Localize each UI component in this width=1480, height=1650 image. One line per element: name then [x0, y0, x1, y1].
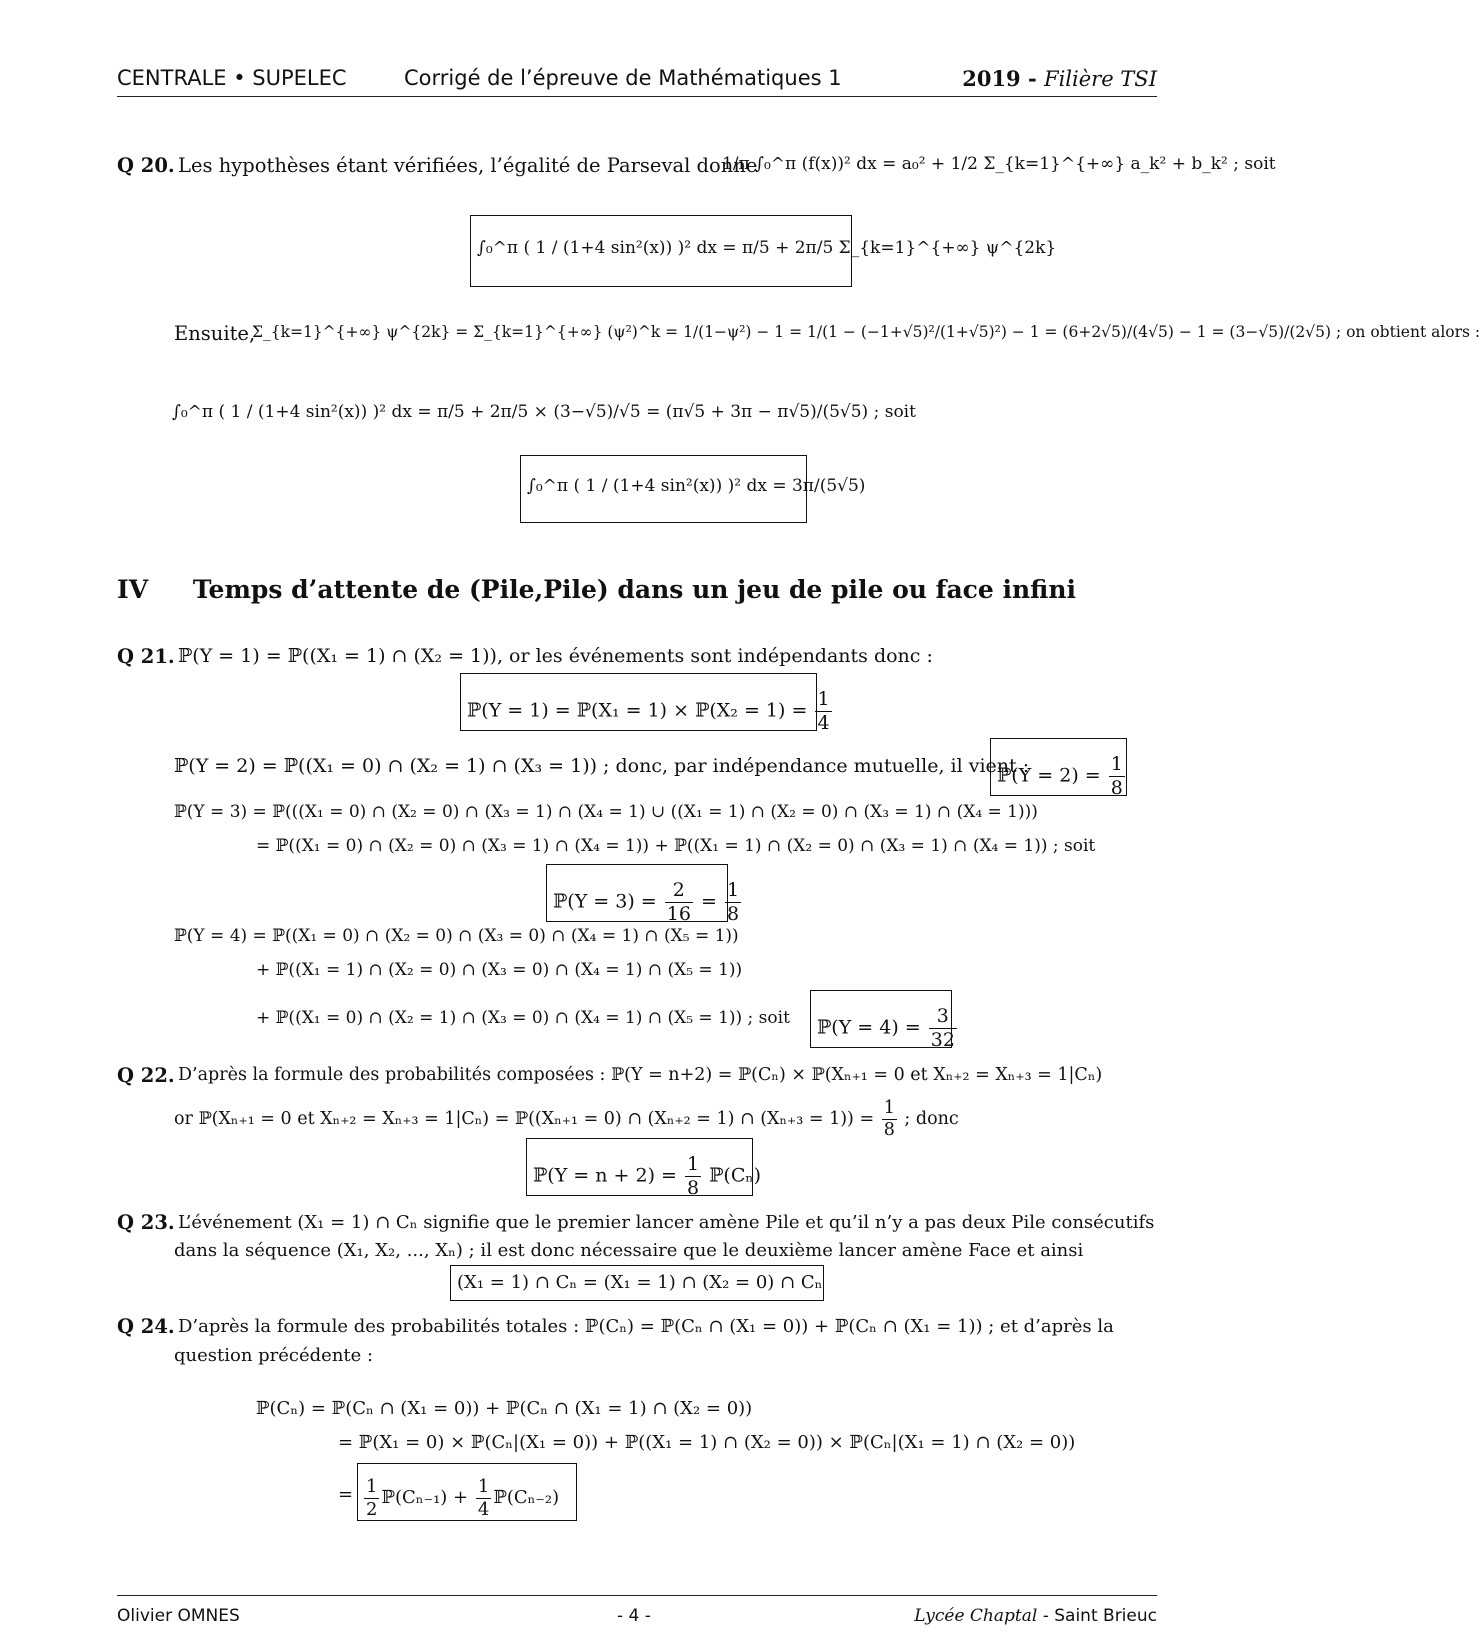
q20-line2: Σ_{k=1}^{+∞} ψ^{2k} = Σ_{k=1}^{+∞} (ψ²)^k = 1/(1−ψ²) − 1 = 1/(1 − (−1+√5)²/(1+√5)²) − 1 = (6+2√5)/(4√5) − 1 = (3−√5)/(2√5) ; on obtient alors : [252, 323, 1480, 341]
q21-boxed1-lhs: ℙ(Y = 1) = ℙ(X₁ = 1) × ℙ(X₂ = 1) = [467, 699, 808, 722]
q21-boxed-2 [990, 738, 1127, 799]
fraction-denominator: 8 [883, 1120, 895, 1140]
q22-line2-end: ; donc [904, 1109, 959, 1129]
q22-line2-fraction [882, 1098, 897, 1141]
q22-label: Q 22. [117, 1064, 175, 1087]
q21-line3: ℙ(Y = 3) = ℙ(((X₁ = 0) ∩ (X₂ = 0) ∩ (X₃ = 1) ∩ (X₄ = 1) ∪ ((X₁ = 1) ∩ (X₂ = 0) ∩ (X₃ = 1) ∩ (X₄ = 1))) [174, 802, 1038, 822]
q21-line5: ℙ(Y = 4) = ℙ((X₁ = 0) ∩ (X₂ = 0) ∩ (X₃ = 0) ∩ (X₄ = 1) ∩ (X₅ = 1)) [174, 926, 739, 946]
q21-boxed4-fraction [929, 1005, 957, 1052]
q20-boxed1-text: ∫₀^π ( 1 / (1+4 sin²(x)) )² dx = π/5 + 2π/5 Σ_{k=1}^{+∞} ψ^{2k} [477, 238, 1057, 258]
q24-eq3-end: ℙ(Cₙ₋₂) [493, 1487, 560, 1509]
q23-boxed-text: (X₁ = 1) ∩ Cₙ = (X₁ = 1) ∩ (X₂ = 0) ∩ Cₙ [457, 1272, 823, 1293]
fraction-denominator: 2 [366, 1498, 378, 1520]
q21-boxed3-fraction-2 [725, 879, 741, 926]
q21-boxed3-expr [553, 879, 743, 926]
q22-boxed-fraction [685, 1153, 701, 1200]
fraction-denominator: 8 [726, 902, 740, 925]
fraction-numerator: 1 [1110, 753, 1123, 775]
q20-line3: ∫₀^π ( 1 / (1+4 sin²(x)) )² dx = π/5 + 2π/5 × (3−√5)/√5 = (π√5 + 3π − π√5)/(5√5) ; soit [172, 402, 916, 422]
q22-line2-text: or ℙ(Xₙ₊₁ = 0 et Xₙ₊₂ = Xₙ₊₃ = 1|Cₙ) = ℙ((Xₙ₊₁ = 0) ∩ (Xₙ₊₂ = 1) ∩ (Xₙ₊₃ = 1)) = [174, 1109, 875, 1129]
q22-boxed-lhs: ℙ(Y = n + 2) = [533, 1164, 677, 1187]
q21-boxed4-expr [817, 1005, 959, 1052]
q21-boxed-4 [810, 990, 955, 1051]
fraction-numerator: 1 [477, 1476, 490, 1497]
q21-line7: + ℙ((X₁ = 0) ∩ (X₂ = 1) ∩ (X₃ = 0) ∩ (X₄ = 1) ∩ (X₅ = 1)) ; soit [256, 1008, 790, 1028]
q21-label: Q 21. [117, 645, 175, 668]
header-filiere: Filière TSI [1044, 67, 1157, 91]
fraction-numerator: 1 [726, 879, 740, 901]
fraction-denominator: 32 [930, 1028, 955, 1051]
q20-ensuite: Ensuite, [174, 322, 256, 345]
q22-boxed-rhs: ℙ(Cₙ) [709, 1164, 762, 1187]
q21-boxed-1 [460, 673, 830, 734]
q23-boxed [450, 1265, 824, 1301]
section-title-text: Temps d’attente de (Pile,Pile) dans un jeu de pile ou face infini [192, 575, 1076, 604]
fraction-numerator: 1 [366, 1476, 378, 1497]
q21-boxed1-fraction [815, 688, 831, 735]
q21-line2: ℙ(Y = 2) = ℙ((X₁ = 0) ∩ (X₂ = 1) ∩ (X₃ = 1)) ; donc, par indépendance mutuelle, il vient : [174, 755, 1030, 777]
q20-text: Les hypothèses étant vérifiées, l’égalité de Parseval donne [178, 154, 758, 177]
equals-sign: = [700, 890, 717, 913]
header-right [962, 66, 1157, 91]
q21-boxed1-expr [467, 688, 834, 735]
footer-page-number: - 4 - [617, 1606, 651, 1626]
q21-boxed2-fraction [1109, 753, 1125, 800]
header-center: Corrigé de l’épreuve de Mathématiques 1 [404, 66, 842, 90]
fraction-denominator: 4 [817, 711, 830, 734]
q20-boxed-result-2 [520, 455, 866, 523]
q24-eq2: = ℙ(X₁ = 0) × ℙ(Cₙ|(X₁ = 0)) + ℙ((X₁ = 1) ∩ (X₂ = 0)) × ℙ(Cₙ|(X₁ = 1) ∩ (X₂ = 0)) [338, 1432, 1076, 1453]
fraction-numerator: 1 [687, 1153, 700, 1175]
q21-line4: = ℙ((X₁ = 0) ∩ (X₂ = 0) ∩ (X₃ = 1) ∩ (X₄ = 1)) + ℙ((X₁ = 1) ∩ (X₂ = 0) ∩ (X₃ = 1) ∩ (X₄ = 1)) ; soit [256, 836, 1096, 856]
fraction-numerator: 3 [929, 1005, 957, 1029]
page-footer [117, 1595, 1157, 1626]
q21-line6: + ℙ((X₁ = 1) ∩ (X₂ = 0) ∩ (X₃ = 0) ∩ (X₄ = 1) ∩ (X₅ = 1)) [256, 960, 743, 980]
fraction-denominator: 8 [1110, 776, 1123, 799]
fraction-numerator: 2 [665, 879, 693, 903]
footer-city: - Saint Brieuc [1037, 1606, 1157, 1626]
q22-boxed-expr [533, 1153, 761, 1200]
q21-boxed2-expr [997, 753, 1127, 800]
q22-boxed [526, 1138, 762, 1199]
q24-line2: question précédente : [174, 1345, 374, 1366]
footer-school [914, 1606, 1157, 1626]
q22-line2 [174, 1098, 959, 1141]
q24-label: Q 24. [117, 1315, 175, 1338]
q23-line1: L’événement (X₁ = 1) ∩ Cₙ signifie que le premier lancer amène Pile et qu’il n’y a pas deux Pile consécutifs [178, 1212, 1155, 1233]
q21-boxed3-lhs: ℙ(Y = 3) = [553, 890, 657, 913]
q23-line2: dans la séquence (X₁, X₂, ..., Xₙ) ; il est donc nécessaire que le deuxième lancer amène Face et ainsi [174, 1240, 1084, 1261]
header-year: 2019 - [962, 66, 1045, 91]
q21-line1: ℙ(Y = 1) = ℙ((X₁ = 1) ∩ (X₂ = 1)), or les événements sont indépendants donc : [178, 645, 933, 667]
q20-boxed-result-1 [470, 215, 1057, 287]
q24-line1: D’après la formule des probabilités totales : ℙ(Cₙ) = ℙ(Cₙ ∩ (X₁ = 0)) + ℙ(Cₙ ∩ (X₁ = 1)) ; et d’après la [178, 1316, 1114, 1337]
q24-boxed-expr [362, 1476, 559, 1520]
q21-boxed4-lhs: ℙ(Y = 4) = [817, 1016, 921, 1039]
fraction-numerator: 1 [883, 1098, 895, 1118]
q24-eq3-prefix: = [338, 1484, 354, 1505]
q24-eq3-mid: ℙ(Cₙ₋₁) + [381, 1487, 469, 1509]
page-header [117, 66, 1157, 97]
q23-label: Q 23. [117, 1211, 175, 1234]
q20-parseval-formula: 1/π ∫₀^π (f(x))² dx = a₀² + 1/2 Σ_{k=1}^{+∞} a_k² + b_k² ; soit [722, 154, 1276, 174]
section-title [117, 575, 1076, 604]
fraction-denominator: 16 [666, 902, 691, 925]
q24-boxed [357, 1463, 577, 1521]
fraction-denominator: 8 [687, 1176, 700, 1199]
q20-boxed2-text: ∫₀^π ( 1 / (1+4 sin²(x)) )² dx = 3π/(5√5) [527, 476, 866, 496]
q20-label: Q 20. [117, 154, 175, 177]
q21-boxed2-lhs: ℙ(Y = 2) = [997, 764, 1101, 787]
footer-author: Olivier OMNES [117, 1606, 240, 1626]
fraction-numerator: 1 [817, 688, 830, 710]
q21-boxed3-fraction-1 [665, 879, 693, 926]
q24-fraction-1 [364, 1476, 379, 1520]
fraction-denominator: 4 [477, 1498, 490, 1520]
q24-fraction-2 [476, 1476, 491, 1520]
header-left: CENTRALE • SUPELEC [117, 66, 347, 90]
q24-eq1: ℙ(Cₙ) = ℙ(Cₙ ∩ (X₁ = 0)) + ℙ(Cₙ ∩ (X₁ = 1) ∩ (X₂ = 0)) [256, 1398, 753, 1419]
section-number: IV [117, 575, 149, 604]
q21-boxed-3 [546, 864, 740, 925]
footer-school-name: Lycée Chaptal [914, 1606, 1038, 1626]
q22-line1: D’après la formule des probabilités composées : ℙ(Y = n+2) = ℙ(Cₙ) × ℙ(Xₙ₊₁ = 0 et Xₙ₊₂ = Xₙ₊₃ = 1|Cₙ) [178, 1065, 1103, 1085]
